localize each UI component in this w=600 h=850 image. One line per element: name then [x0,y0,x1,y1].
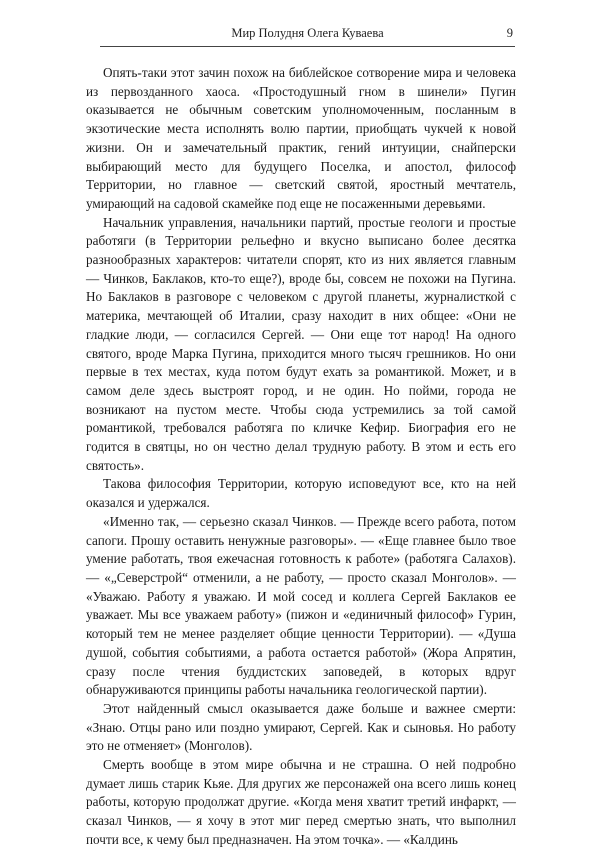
paragraph: Начальник управления, начальники партий, простые геологи и простые работяги (в Территории рельефно и вкусно выписано более десятка разнообразных характеров: читатели спорят, кто из них является главным — Чинков, Баклаков, кто-то еще?), вроде бы, совсем не похожи на Пугина. Но Баклаков в разговоре с человеком с другой планеты, журналисткой с материка, мечтающей об Италии, сразу находит в них общее: «Они не гладкие люди, — согласился Сергей. — Они еще тот народ! На одного святого, вроде Марка Пугина, приходится много тысяч грешников. Но они первые в тех местах, куда потом будут ехать за романтикой. Может, и в самом деле здесь выстроят город, и не один. Но пойми, города не возникают на пустом месте. Чтобы сюда устремились за той самой романтикой, требовался работяга по кличке Кефир. Биография его не годится в святцы, но он честно делал трудную работу. В этом и есть его святость». [86,214,516,473]
paragraph: «Именно так, — серьезно сказал Чинков. — Прежде всего работа, потом сапоги. Прошу оставить ненужные разговоры». — «Еще главнее было твое умение работать, твоя ежечасная готовность к работе» (работяга Салахов). — «„Северстрой“ отменили, а не работу, — просто сказал Монголов». — «Уважаю. Работу я уважаю. И мой сосед и коллега Сергей Баклаков ее уважает. Мы все уважаем работу» (пижон и «единичный философ» Гурин, который тем не менее разделяет общие ценности Территории). — «Душа душой, события событиями, а работа остается работой» (Жора Апрятин, сразу после чтения буддистских заповедей, в которых вдруг обнаруживаются принципы работы начальника геологической партии). [86,513,516,698]
paragraph: Смерть вообще в этом мире обычна и не страшна. О ней подробно думает лишь старик Кьяе. Для других же персонажей она всего лишь конец работы, которую продолжат другие. «Когда меня хватит третий инфаркт, — сказал Чинков, — я хочу в этот миг перед смертью знать, что выполнил почти все, к чему был предназначен. На этом точка». — «Калдинь [86,757,516,847]
running-title: Мир Полудня Олега Куваева [231,26,384,40]
paragraph: Такова философия Территории, которую исповедуют все, кто на ней оказался и удержался. [86,476,516,511]
body-text [86,64,516,850]
running-head [100,20,515,47]
page-number: 9 [506,26,513,40]
paragraph: Опять-таки этот зачин похож на библейское сотворение мира и человека из первозданного хаоса. «Простодушный гном в шинели» Пугин оказывается не обычным советским уполномоченным, посланным в экзотические места исполнять волю партии, приобщать чукчей к новой жизни. Он и замечательный практик, гений интуиции, снайперски выбирающий место для будущего Поселка, и апостол, философ Территории, но главное — светский святой, яростный мечтатель, умирающий на садовой скамейке под еще не посаженными деревьями. [86,65,516,211]
paragraph: Этот найденный смысл оказывается даже больше и важнее смерти: «Знаю. Отцы рано или поздно умирают, Сергей. Как и сыновья. Но работу это не отменяет» (Монголов). [86,700,516,754]
